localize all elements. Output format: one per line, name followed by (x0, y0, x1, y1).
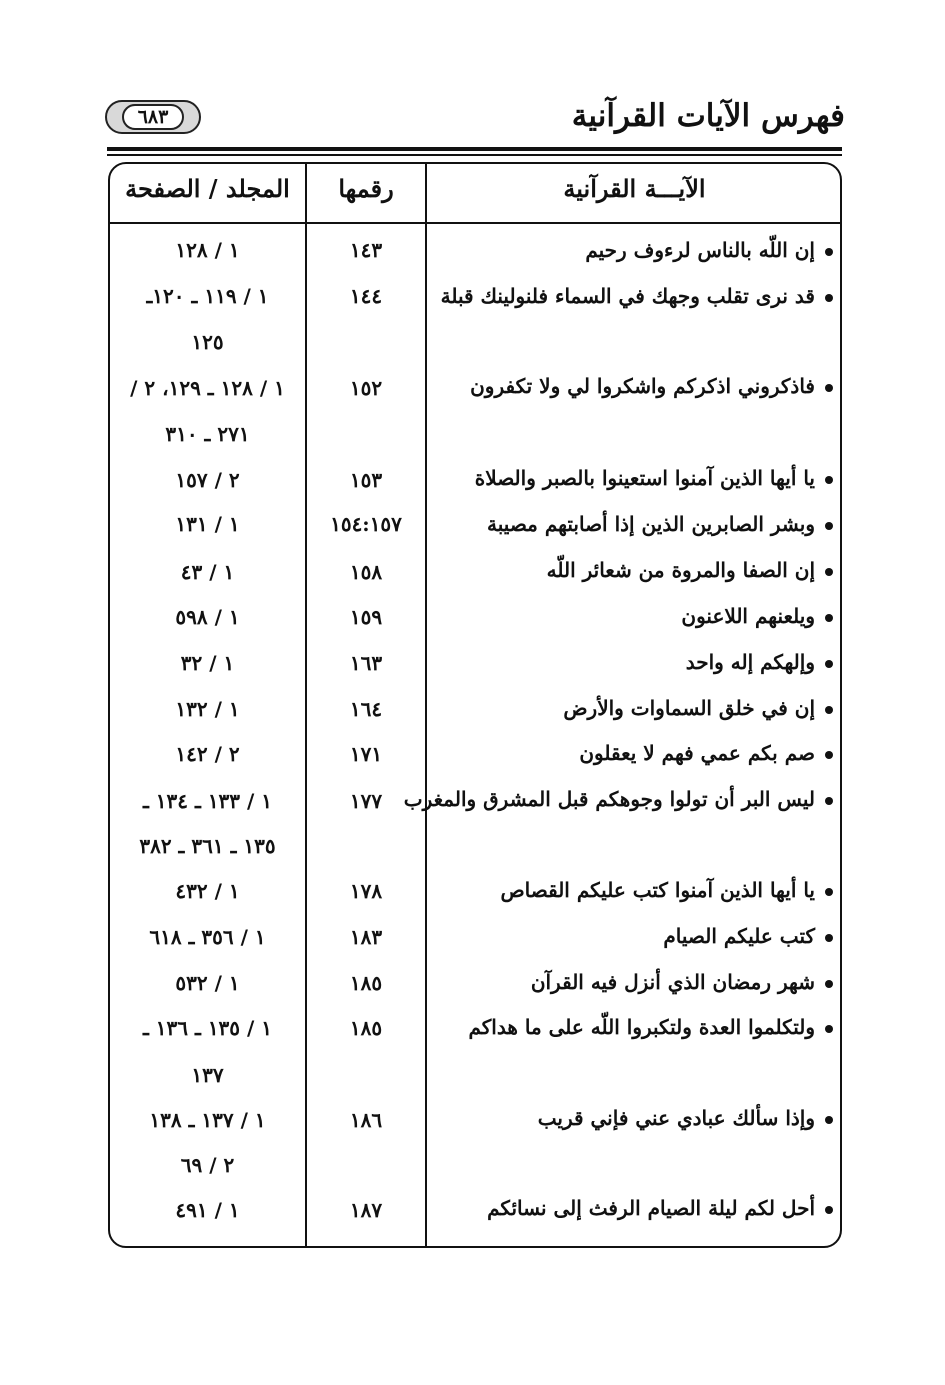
column-header-number: رقمها (338, 174, 394, 203)
row-number: ١٨٣ (349, 925, 383, 949)
row-verse: وإذا سألك عبادي عني فإني قريب (538, 1106, 833, 1130)
row-number: ١٨٥ (349, 1016, 383, 1040)
row-ref: ١ / ٤٩١ (175, 1198, 240, 1222)
bullet-icon (825, 888, 833, 896)
row-number: ١٨٧ (349, 1198, 383, 1222)
row-number: ١٥٣ (349, 468, 383, 492)
row-ref: ١ / ٣٢ (180, 651, 235, 675)
bullet-icon (825, 660, 833, 668)
row-verse: صم بكم عمي فهم لا يعقلون (579, 741, 833, 765)
page-title: فهرس الآيات القرآنية (571, 98, 845, 134)
bullet-icon (825, 751, 833, 759)
row-ref: ١ / ٤٣ (180, 560, 235, 584)
row-number: ١٥٩ (349, 605, 383, 629)
row-verse: ولتكلموا العدة ولتكبروا اللّه على ما هداكم (468, 1015, 833, 1039)
bullet-icon (825, 1206, 833, 1214)
row-verse: يا أيها الذين آمنوا كتب عليكم القصاص (500, 878, 833, 902)
row-ref: ١ / ١٣٣ ـ ١٣٤ ـ (142, 789, 273, 813)
column-header-ref: المجلد / الصفحة (125, 174, 290, 203)
column-header-verse: الآيـــة القرآنية (563, 174, 706, 203)
row-ref: ١ / ٤٣٢ (175, 879, 240, 903)
row-ref: ١ / ١٢٨ (175, 238, 240, 262)
bullet-icon (825, 980, 833, 988)
row-verse: فاذكروني اذكركم واشكروا لي ولا تكفرون (470, 374, 833, 398)
bullet-icon (825, 706, 833, 714)
row-ref: ٢ / ١٥٧ (175, 468, 240, 492)
row-number: ١٤٣ (349, 238, 383, 262)
row-number: ١٥٢ (349, 376, 383, 400)
row-number: ١٦٣ (349, 651, 383, 675)
row-verse: ليس البر أن تولوا وجوهكم قبل المشرق والمغرب (404, 787, 833, 811)
bullet-icon (825, 934, 833, 942)
row-verse: إن الصفا والمروة من شعائر اللّه (547, 558, 833, 582)
bullet-icon (825, 568, 833, 576)
bullet-icon (825, 1025, 833, 1033)
row-ref: ١ / ١٣١ (175, 512, 240, 536)
row-ref-continued: ١٣٧ (191, 1063, 224, 1087)
bullet-icon (825, 797, 833, 805)
row-ref: ١ / ١٣٧ ـ ١٣٨ (149, 1108, 266, 1132)
row-number: ١٧١ (349, 742, 383, 766)
row-ref: ١ / ١٢٨ ـ ١٢٩، ٢ / (130, 376, 285, 400)
row-ref: ١ / ١١٩ ـ ١٢٠ـ (146, 284, 269, 308)
row-ref: ١ / ٣٥٦ ـ ٦١٨ (149, 925, 266, 949)
bullet-icon (825, 294, 833, 302)
row-ref-continued: ٢ / ٦٩ (180, 1153, 235, 1177)
page-number: ٦٨٣ (122, 104, 184, 130)
row-number: ١٤٤ (349, 284, 383, 308)
bullet-icon (825, 522, 833, 530)
row-verse: كتب عليكم الصيام (663, 924, 833, 948)
bullet-icon (825, 1116, 833, 1124)
row-verse: شهر رمضان الذي أنزل فيه القرآن (531, 970, 833, 994)
row-verse: أحل لكم ليلة الصيام الرفث إلى نسائكم (487, 1196, 833, 1220)
row-verse: يا أيها الذين آمنوا استعينوا بالصبر والصلاة (475, 466, 833, 490)
bullet-icon (825, 476, 833, 484)
row-number: ١٧٨ (349, 879, 383, 903)
row-number: ١٦٤ (349, 697, 383, 721)
row-ref: ١ / ٥٩٨ (175, 605, 240, 629)
row-verse: ويلعنهم اللاعنون (681, 604, 833, 628)
row-number: ١٧٧ (349, 789, 383, 813)
row-ref-continued: ١٣٥ ـ ٣٦١ ـ ٣٨٢ (139, 834, 276, 858)
row-ref-continued: ١٢٥ (191, 330, 224, 354)
bullet-icon (825, 248, 833, 256)
row-ref: ١ / ١٣٥ ـ ١٣٦ ـ (142, 1016, 273, 1040)
row-number: ١٥٨ (349, 560, 383, 584)
row-verse: إن في خلق السماوات والأرض (563, 696, 833, 720)
row-verse: وبشر الصابرين الذين إذا أصابتهم مصيبة (487, 512, 833, 536)
row-ref: ١ / ١٣٢ (175, 697, 240, 721)
bullet-icon (825, 614, 833, 622)
row-ref: ٢ / ١٤٢ (175, 742, 240, 766)
row-verse: قد نرى تقلب وجهك في السماء فلنولينك قبلة (441, 284, 833, 308)
row-number: ١٥٤:١٥٧ (330, 512, 402, 536)
row-verse: وإلهكم إله واحد (686, 650, 833, 674)
row-ref: ١ / ٥٣٢ (175, 971, 240, 995)
bullet-icon (825, 384, 833, 392)
row-number: ١٨٥ (349, 971, 383, 995)
row-number: ١٨٦ (349, 1108, 383, 1132)
row-verse: إن اللّه بالناس لرءوف رحيم (585, 238, 833, 262)
row-ref-continued: ٢٧١ ـ ٣١٠ (165, 422, 250, 446)
